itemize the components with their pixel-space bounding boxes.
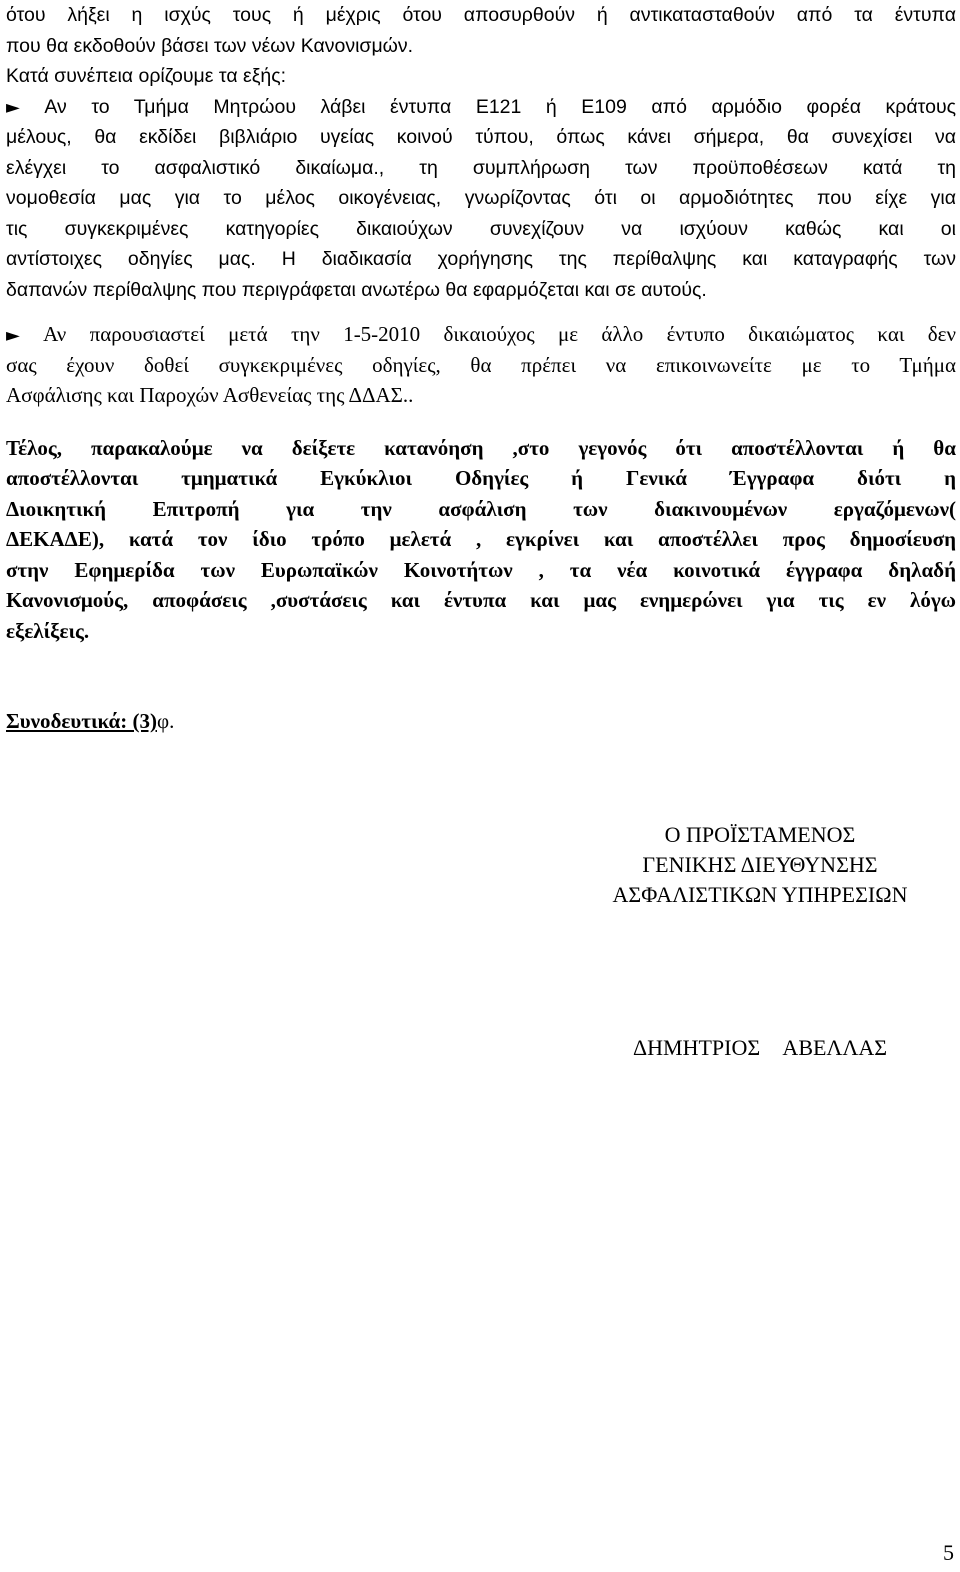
signature-block — [570, 820, 950, 910]
text-line-content: Αν το Τμήμα Μητρώου λάβει έντυπα Ε121 ή Ε109 από αρμόδιο φορέα κράτους — [44, 95, 956, 118]
page-number: 5 — [943, 1540, 954, 1565]
instruction-paragraph-registry — [6, 92, 956, 306]
text-line: που θα εκδοθούν βάσει των νέων Κανονισμών. — [6, 34, 414, 57]
text-line: Διοικητική Επιτροπή για την ασφάλιση των διακινουμένων εργαζόμενων( — [6, 496, 956, 521]
intro-paragraph — [6, 0, 956, 92]
text-line: Τέλος, παρακαλούμε να δείξετε κατανόηση ,στο γεγονός ότι αποστέλλονται ή θα — [6, 435, 956, 460]
text-line — [6, 706, 956, 737]
document-page — [6, 0, 956, 737]
signature-title-line: Ο ΠΡΟΪΣΤΑΜΕΝΟΣ — [664, 822, 856, 847]
text-line: εξελίξεις. — [6, 618, 90, 643]
text-line: Κατά συνέπεια ορίζουμε τα εξής: — [6, 65, 287, 87]
text-line-content: Αν παρουσιαστεί μετά την 1-5-2010 δικαιούχος με άλλο έντυπο δικαιώματος και δεν — [43, 322, 956, 346]
signature-title-line: ΑΣΦΑΛΙΣΤΙΚΩΝ ΥΠΗΡΕΣΙΩΝ — [612, 882, 908, 907]
text-line: ότου λήξει η ισχύς τους ή μέχρις ότου αποσυρθούν ή αντικατασταθούν από τα έντυπα — [6, 4, 956, 26]
signatory-name: ΔΗΜΗΤΡΙΟΣ ΑΒΕΛΛΑΣ — [632, 1035, 888, 1060]
text-line: τις συγκεκριμένες κατηγορίες δικαιούχων συνεχίζουν να ισχύουν καθώς και οι — [6, 217, 956, 240]
text-line: στην Εφημερίδα των Ευρωπαϊκών Κοινοτήτων , τα νέα κοινοτικά έγγραφα δηλαδή — [6, 557, 956, 582]
text-line: Κανονισμούς, αποφάσεις ,συστάσεις και έντυπα και μας ενημερώνει για τις εν λόγω — [6, 588, 956, 612]
arrow-bullet-icon: ► — [6, 325, 20, 346]
enclosures-label: Συνοδευτικά: (3) — [6, 709, 157, 733]
signature-title-line: ΓΕΝΙΚΗΣ ΔΙΕΥΘΥΝΣΗΣ — [642, 852, 878, 877]
enclosures-line — [6, 706, 956, 737]
spacer — [6, 646, 956, 706]
text-line: ελέγχει το ασφαλιστικό δικαίωμα., τη συμπλήρωση των προϋποθέσεων κατά τη — [6, 156, 956, 179]
text-line: Ασφάλισης και Παροχών Ασθενείας της ΔΔΑΣ.. — [6, 383, 414, 407]
text-line: νομοθεσία μας για το μέλος οικογένειας, γνωρίζοντας ότι οι αρμοδιότητες που είχε για — [6, 187, 956, 209]
text-line — [6, 92, 956, 123]
instruction-paragraph-other-form — [6, 319, 956, 411]
text-line: αποστέλλονται τμηματικά Εγκύκλιοι Οδηγίες ή Γενικά Έγγραφα διότι η — [6, 466, 956, 490]
text-line: σας έχουν δοθεί συγκεκριμένες οδηγίες, θα πρέπει να επικοινωνείτε με το Τμήμα — [6, 352, 956, 377]
text-line: ΔΕΚΑΔΕ), κατά τον ίδιο τρόπο μελετά , εγκρίνει και αποστέλλει προς δημοσίευση — [6, 527, 956, 551]
arrow-bullet-icon: ► — [6, 96, 20, 118]
text-line — [6, 319, 956, 350]
spacer — [6, 305, 956, 319]
enclosures-suffix: φ. — [156, 709, 175, 733]
text-line: μέλους, θα εκδίδει βιβλιάριο υγείας κοινού τύπου, όπως κάνει σήμερα, θα συνεχίσει να — [6, 126, 956, 148]
text-line: αντίστοιχες οδηγίες μας. Η διαδικασία χορήγησης της περίθαλψης και καταγραφής των — [6, 248, 956, 270]
closing-paragraph — [6, 433, 956, 647]
text-line: δαπανών περίθαλψης που περιγράφεται ανωτέρω θα εφαρμόζεται και σε αυτούς. — [6, 278, 707, 301]
spacer — [6, 411, 956, 433]
